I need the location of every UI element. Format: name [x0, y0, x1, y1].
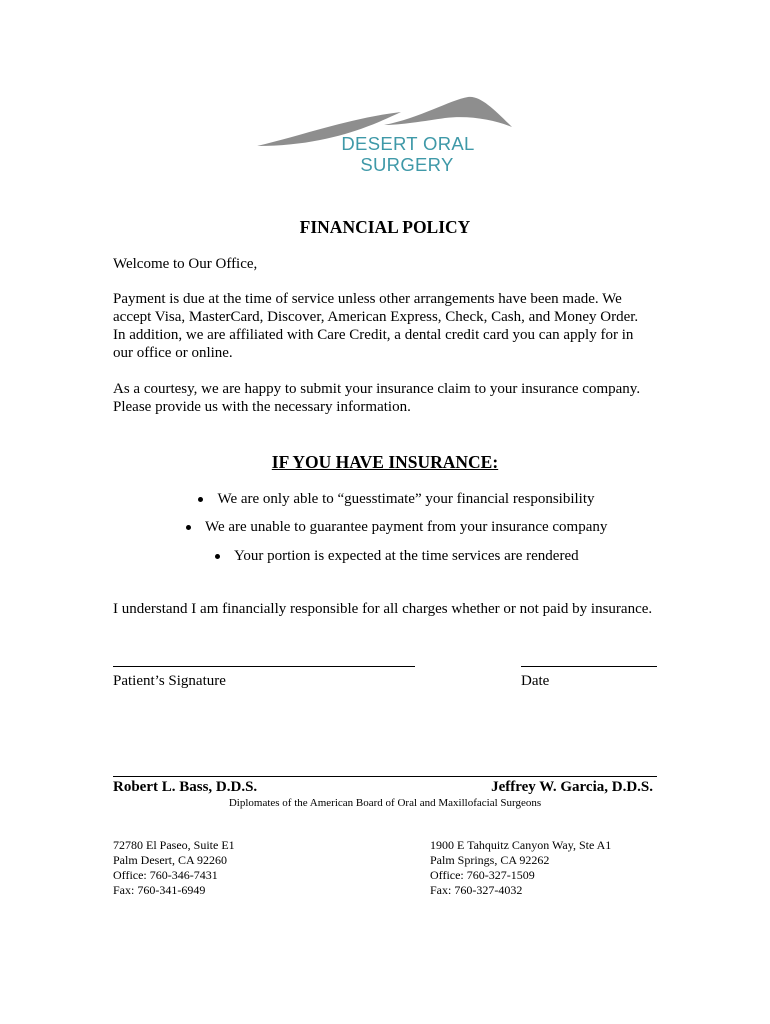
doctor-name-left: Robert L. Bass, D.D.S.	[113, 779, 258, 795]
doctor-divider-line	[113, 776, 657, 777]
logo-text-line2: SURGERY	[360, 154, 454, 175]
insurance-bullet-item	[198, 490, 595, 508]
date-label: Date	[521, 673, 550, 689]
office-city: Palm Springs, CA 92262	[430, 853, 550, 867]
acknowledgment-statement: I understand I am financially responsible for all charges whether or not paid by insurance.	[113, 601, 653, 617]
bullet-text: We are only able to “guesstimate” your financial responsibility	[217, 491, 595, 507]
date-field[interactable]	[521, 659, 657, 667]
bullet-icon	[186, 525, 191, 530]
office-city: Palm Desert, CA 92260	[113, 853, 227, 867]
date-line	[521, 666, 657, 667]
paragraph-line: In addition, we are affiliated with Care Credit, a dental credit card you can apply for in	[113, 327, 634, 343]
paragraph-line: accept Visa, MasterCard, Discover, American Express, Check, Cash, and Money Order.	[113, 309, 639, 325]
logo-text-line1: DESERT ORAL	[341, 133, 475, 154]
paragraph-line: Payment is due at the time of service unless other arrangements have been made. We	[113, 291, 622, 307]
payment-paragraph	[113, 290, 638, 362]
paragraph-line: our office or online.	[113, 345, 233, 361]
doctor-name-right: Jeffrey W. Garcia, D.D.S.	[491, 779, 653, 795]
logo-right-swoosh	[384, 97, 512, 127]
office-fax: Fax: 760-341-6949	[113, 883, 206, 897]
greeting: Welcome to Our Office,	[113, 256, 258, 272]
office-street: 1900 E Tahquitz Canyon Way, Ste A1	[430, 838, 612, 852]
bullet-text: We are unable to guarantee payment from your insurance company	[205, 519, 608, 535]
paragraph-line: Please provide us with the necessary information.	[113, 399, 411, 415]
desert-oral-surgery-logo	[250, 90, 520, 180]
bullet-icon	[215, 554, 220, 559]
patient-signature-field[interactable]	[113, 659, 415, 667]
patient-signature-label: Patient’s Signature	[113, 673, 226, 689]
office-address-palm-springs	[430, 838, 611, 898]
bullet-text: Your portion is expected at the time services are rendered	[234, 548, 579, 564]
doctor-credentials: Diplomates of the American Board of Oral and Maxillofacial Surgeons	[228, 797, 542, 809]
insurance-bullet-item	[215, 547, 579, 565]
insurance-bullet-item	[186, 518, 608, 536]
paragraph-line: As a courtesy, we are happy to submit your insurance claim to your insurance company.	[113, 381, 641, 397]
insurance-heading: IF YOU HAVE INSURANCE:	[271, 452, 499, 472]
office-street: 72780 El Paseo, Suite E1	[113, 838, 235, 852]
bullet-icon	[198, 497, 203, 502]
office-phone: Office: 760-327-1509	[430, 868, 535, 882]
office-phone: Office: 760-346-7431	[113, 868, 218, 882]
insurance-claim-paragraph	[113, 380, 640, 416]
office-fax: Fax: 760-327-4032	[430, 883, 523, 897]
office-address-palm-desert	[113, 838, 235, 898]
page-title: FINANCIAL POLICY	[299, 217, 471, 237]
patient-signature-line	[113, 666, 415, 667]
